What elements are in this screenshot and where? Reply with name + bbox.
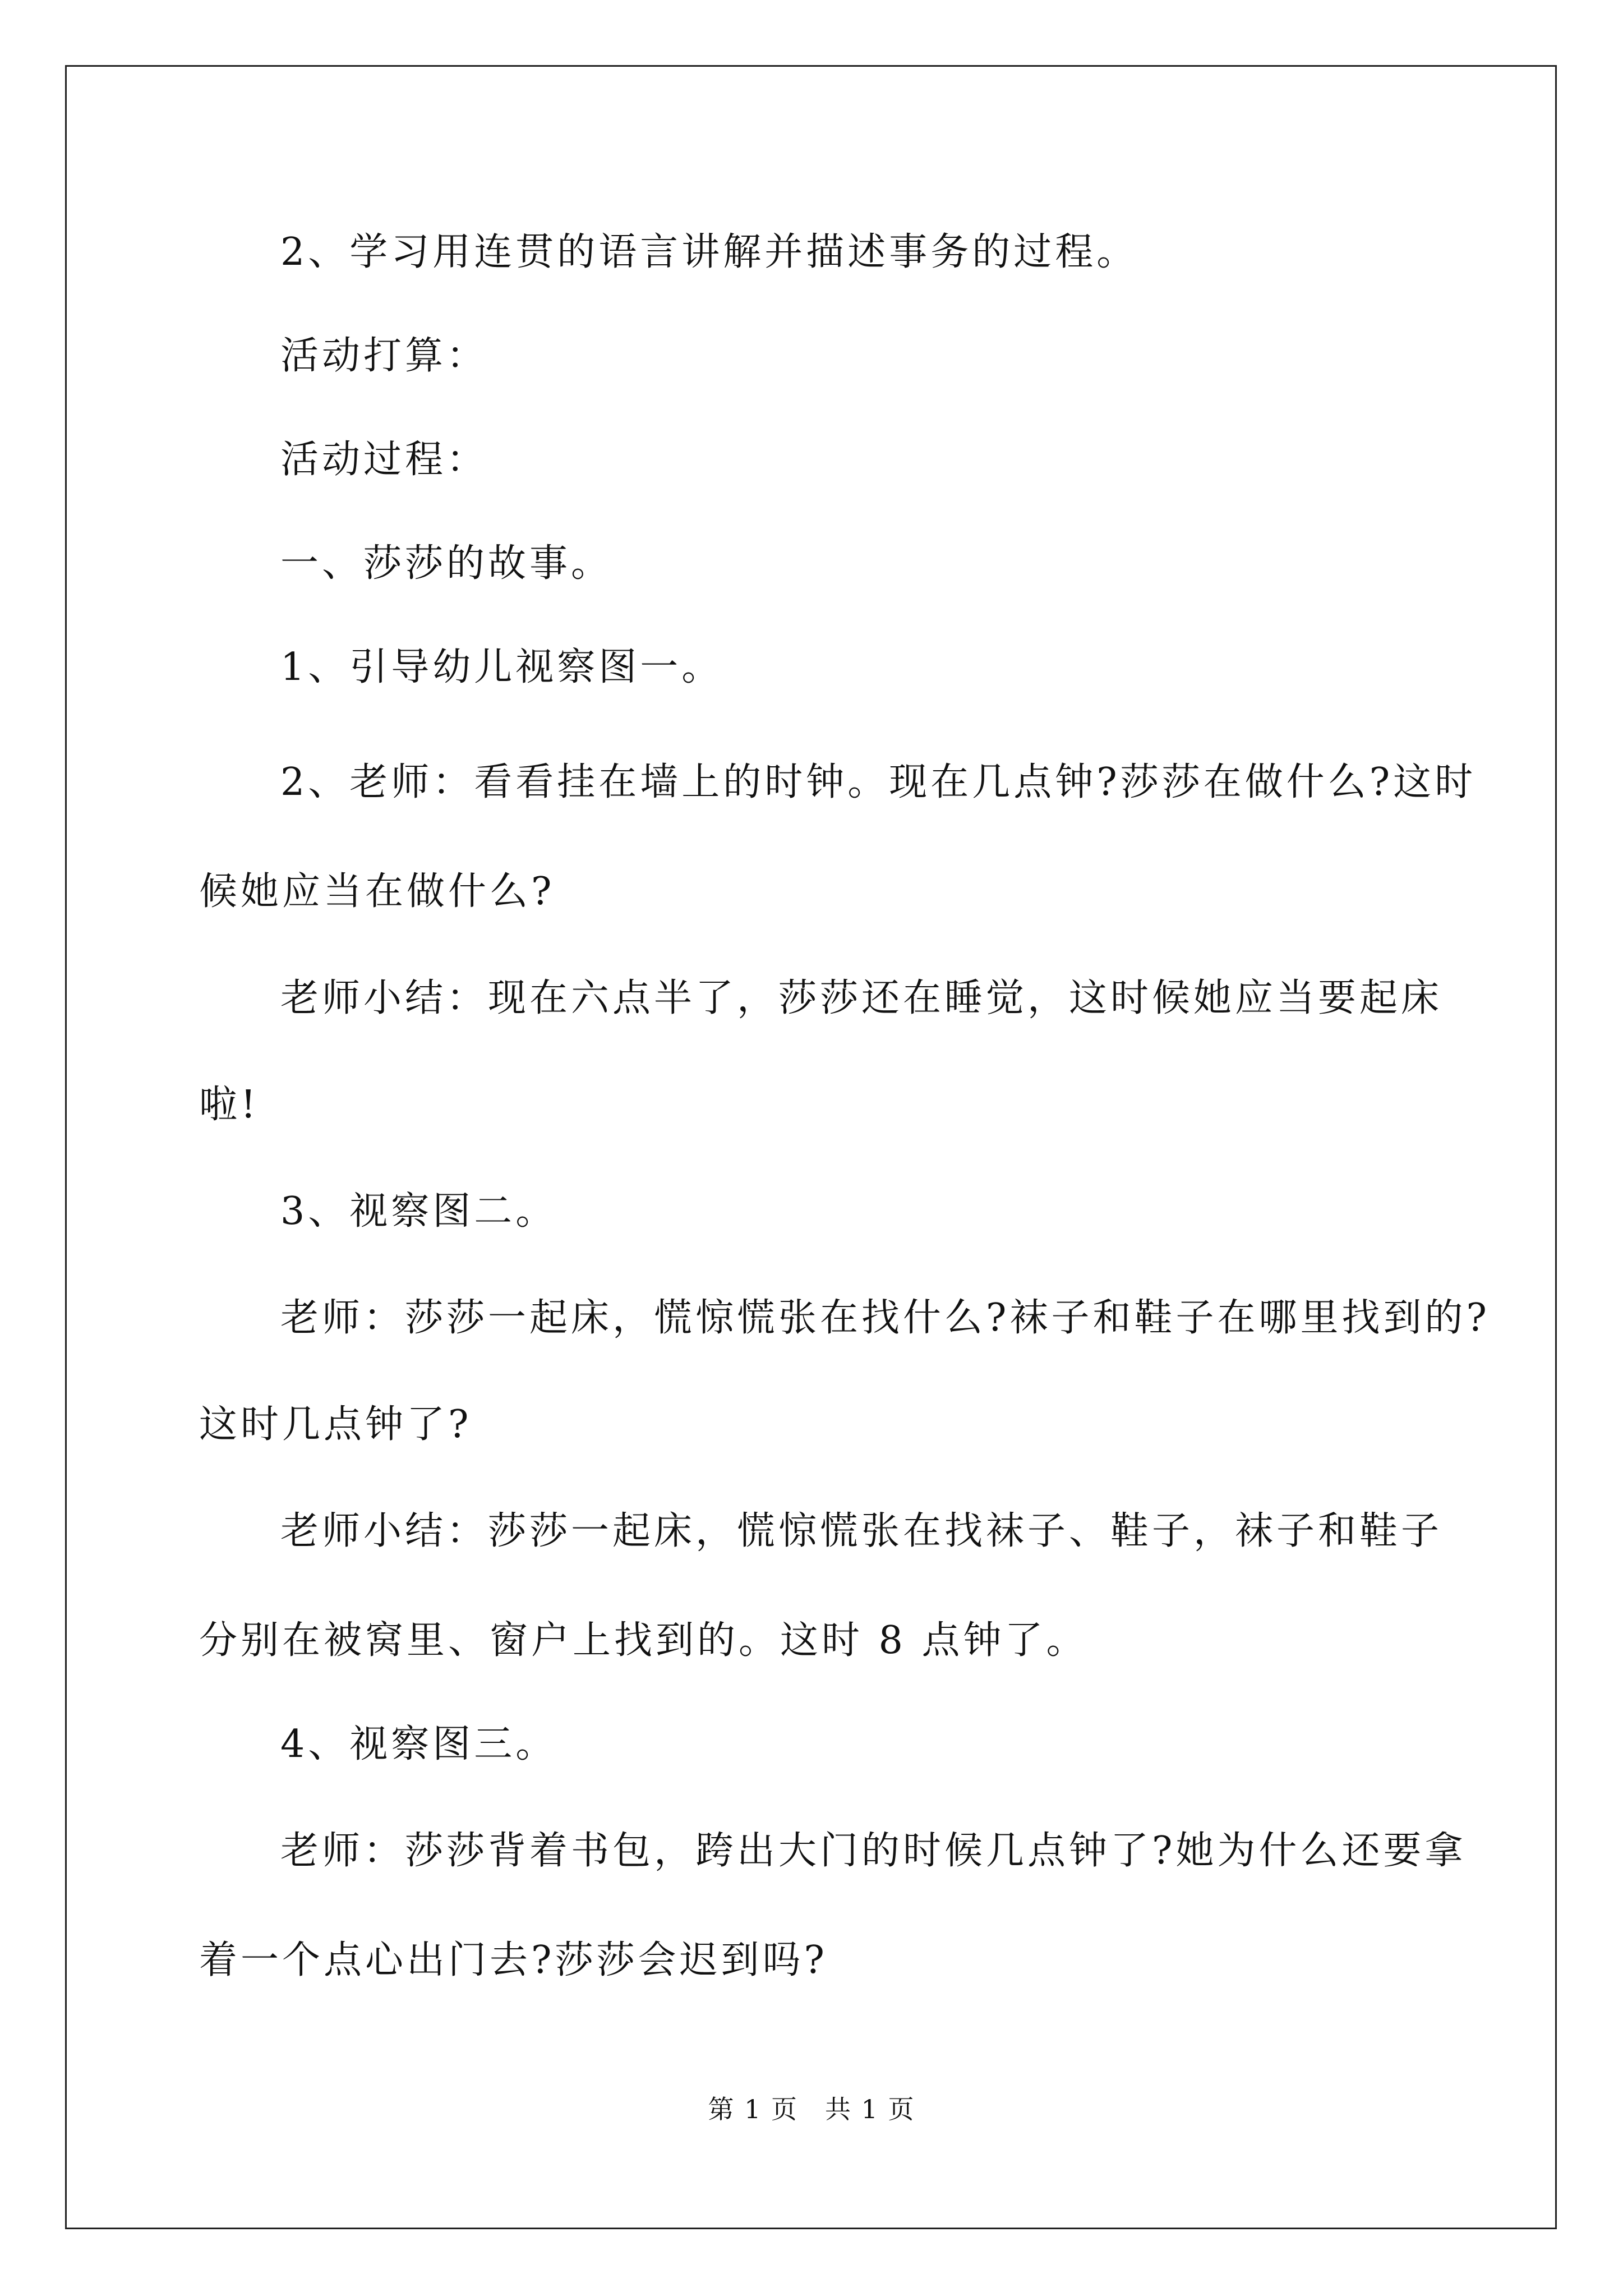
paragraph-line: 着一个点心出门去?莎莎会迟到吗? [199, 1938, 828, 1982]
paragraph-line: 老师：莎莎一起床，慌惊慌张在找什么?袜子和鞋子在哪里找到的? [280, 1296, 1490, 1340]
paragraph-line: 活动打算： [280, 334, 488, 378]
paragraph-line: 4、视察图三。 [280, 1722, 557, 1766]
paragraph-line: 啦! [199, 1083, 260, 1127]
paragraph-line: 3、视察图二。 [280, 1189, 557, 1234]
paragraph-line: 老师：莎莎背着书包，跨出大门的时候几点钟了?她为什么还要拿 [280, 1829, 1467, 1873]
page-footer: 第 1 页 共 1 页 [708, 2094, 915, 2124]
paragraph-line: 1、引导幼儿视察图一。 [280, 645, 723, 689]
paragraph-line: 老师小结：莎莎一起床，慌惊慌张在找袜子、鞋子，袜子和鞋子 [280, 1509, 1443, 1553]
paragraph-line: 活动过程： [280, 438, 488, 482]
paragraph-line: 老师小结：现在六点半了，莎莎还在睡觉，这时候她应当要起床 [280, 976, 1443, 1020]
paragraph-line: 2、老师：看看挂在墙上的时钟。现在几点钟?莎莎在做什么?这时 [280, 760, 1477, 804]
paragraph-line: 一、莎莎的故事。 [280, 541, 613, 586]
paragraph-line: 分别在被窝里、窗户上找到的。这时 8 点钟了。 [199, 1618, 1088, 1663]
page-border [65, 65, 1557, 2229]
paragraph-line: 2、学习用连贯的语言讲解并描述事务的过程。 [280, 230, 1138, 274]
paragraph-line: 候她应当在做什么? [199, 869, 555, 914]
paragraph-line: 这时几点钟了? [199, 1402, 472, 1447]
